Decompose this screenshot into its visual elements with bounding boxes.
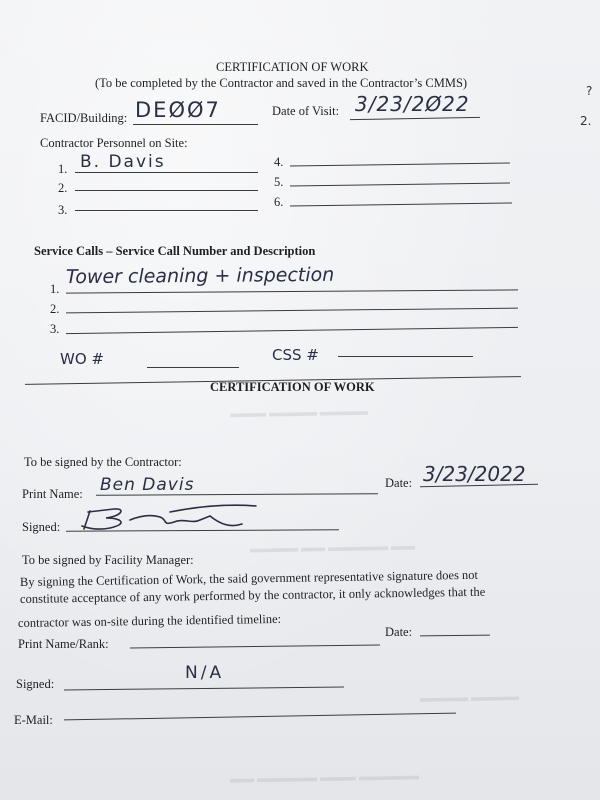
personnel-num-1: 1. (58, 162, 68, 176)
certification-heading: CERTIFICATION OF WORK (210, 380, 375, 394)
contractor-date-label: Date: (385, 476, 413, 490)
personnel-line-4 (290, 162, 510, 166)
email-label: E-Mail: (14, 713, 53, 727)
personnel-line-1 (75, 172, 258, 173)
css-number-line[interactable] (338, 356, 473, 357)
personnel-line-5 (290, 182, 510, 186)
disclaimer-line-2: constitute acceptance of any work performed by the contractor, it only acknowledges that the (19, 584, 486, 606)
personnel-line-6 (290, 202, 512, 206)
personnel-num-6: 6. (274, 195, 284, 209)
print-name-rank-line[interactable] (130, 644, 380, 648)
date-of-visit-line (350, 117, 480, 120)
print-name-rank-label: Print Name/Rank: (18, 637, 109, 651)
manager-signed-line (64, 687, 344, 691)
facid-label: FACID/Building: (40, 111, 128, 125)
manager-date-label: Date: (385, 625, 413, 639)
service-calls-label: Service Calls – Service Call Number and Description (34, 244, 316, 258)
form-title: CERTIFICATION OF WORK (216, 60, 369, 74)
facid-value[interactable]: DEØØ7 (135, 98, 221, 122)
wo-number-label: WO # (60, 350, 104, 368)
manager-date-line[interactable] (420, 635, 490, 637)
service-call-value-1[interactable]: Tower cleaning + inspection (65, 263, 335, 289)
css-number-label: CSS # (272, 346, 319, 364)
show-through-text: ▬▬▬ ▬▬▬▬ ▬▬▬▬ (229, 403, 369, 421)
personnel-label: Contractor Personnel on Site: (40, 136, 188, 150)
personnel-num-4: 4. (274, 155, 284, 169)
margin-note-2: 2. (580, 114, 592, 128)
show-through-text: ▬▬ ▬▬▬▬▬ ▬▬▬ ▬▬▬▬▬ (229, 768, 420, 786)
print-name-label: Print Name: (22, 487, 83, 501)
disclaimer-line-1: By signing the Certification of Work, the said government representative signature does not (19, 567, 479, 589)
service-call-num-2: 2. (50, 302, 60, 316)
contractor-sign-label: To be signed by the Contractor: (24, 455, 182, 469)
date-of-visit-label: Date of Visit: (272, 104, 340, 118)
show-through-text: ▬▬▬▬ ▬▬ ▬▬▬▬▬ ▬▬ (249, 538, 416, 556)
show-through-text: ▬▬▬▬ ▬▬▬▬ (419, 689, 520, 705)
print-name-value[interactable]: Ben Davis (100, 475, 195, 495)
manager-signed-label: Signed: (16, 677, 55, 691)
personnel-num-5: 5. (274, 175, 284, 189)
personnel-line-3 (75, 210, 258, 211)
service-call-line-1 (66, 289, 518, 293)
wo-number-line[interactable] (147, 367, 239, 368)
contractor-signed-label: Signed: (22, 520, 61, 534)
personnel-num-2: 2. (58, 181, 68, 195)
personnel-line-2 (75, 190, 258, 191)
margin-note-1: ? (586, 84, 593, 98)
manager-signed-value[interactable]: N/A (185, 663, 225, 683)
service-call-line-3 (66, 327, 518, 334)
disclaimer-line-3: contractor was on-site during the identified timeline: (17, 611, 282, 630)
facid-line (133, 124, 258, 125)
print-name-line (96, 493, 378, 495)
email-line[interactable] (64, 713, 456, 721)
personnel-value-1[interactable]: B. Davis (80, 152, 166, 172)
facility-manager-label: To be signed by Facility Manager: (22, 553, 194, 567)
form-subtitle: (To be completed by the Contractor and saved in the Contractor’s CMMS) (95, 76, 468, 90)
service-call-num-3: 3. (50, 322, 60, 336)
personnel-num-3: 3. (58, 203, 68, 217)
service-call-num-1: 1. (50, 282, 60, 296)
date-of-visit-value[interactable]: 3/23/2Ø22 (355, 92, 470, 116)
contractor-date-value[interactable]: 3/23/2022 (423, 462, 526, 486)
service-call-line-2 (66, 308, 518, 314)
